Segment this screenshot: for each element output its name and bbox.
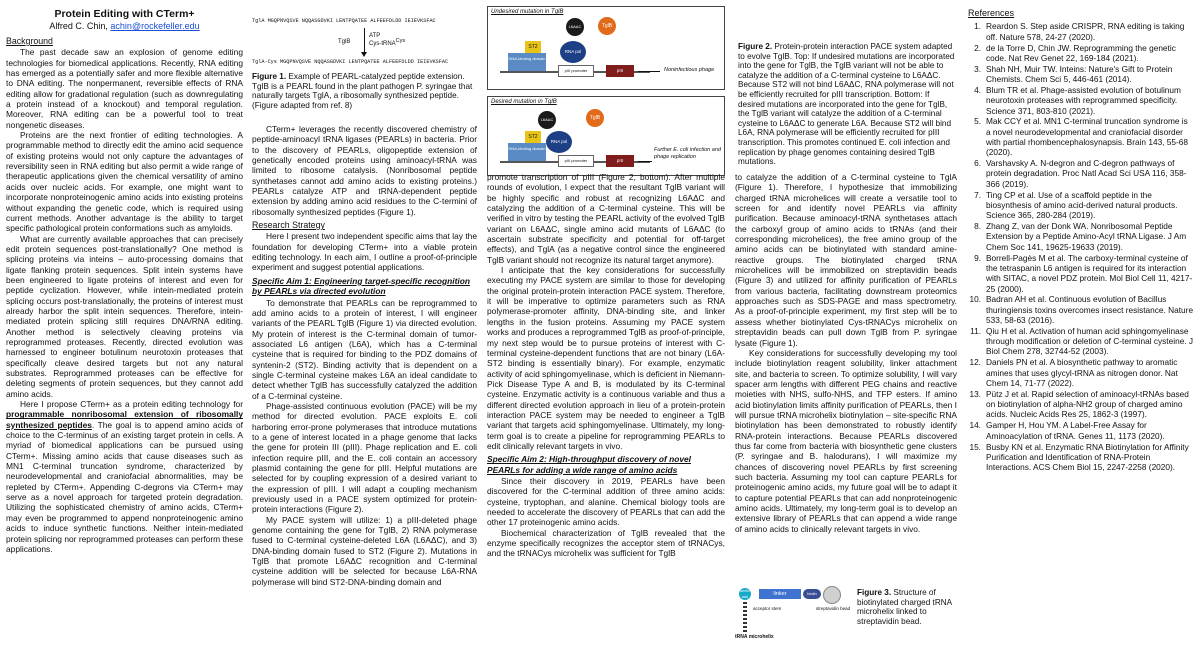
background-paragraph-2: Proteins are the next frontier of editing technologies. A programmable method to directly edit the amino acid sequence of existing proteins would not only capture the advantages of reversibility seen in RNA editing but also permit a wide range of therapeutic applications given the chemical versatility of amino acids over nucleic acids. For example, one might want to incorporate nonproteinogenic amino acids into existing proteins without expanding the genetic code, which is required using current methods. Another advantage is the ability to target specific pathological protein conformations such as amyloids. (6, 130, 243, 234)
reference-text: Mak CCY et al. MN1 C-terminal truncation syndrome is a novel neurodevelopmental and craniofacial disorder with partial rhombencephalosynapsis. Brain 143, 55-68 (2020). (986, 116, 1189, 158)
reference-number: 10. (969, 294, 981, 305)
figure-1-arrow (364, 28, 365, 54)
figure-3-biotin: biotin (803, 589, 821, 599)
bottom-st2-box: ST2 (525, 131, 541, 143)
reference-item (968, 158, 1194, 189)
reference-item (968, 21, 1194, 42)
page-title: Protein Editing with CTerm+ (54, 8, 195, 20)
col2-paragraph-1: CTerm+ leverages the recently discovered chemistry of peptide-aminoacyl tRNA ligases (PEARLs) in bacteria. Prior to the discovery of PEARLs, oligopeptide extension of genetically encoded proteins using aminoacyl-tRNA was limited to ribosome catalysis. (Nonribosomal peptide synthetases cannot add amino acids to existing proteins.) PEARLs catalyze ATP and tRNA-dependent peptide extension by adding amino acid residues to the C-termini of ribosomally synthesized peptides (Figure 1). (252, 124, 477, 217)
references-heading: References (968, 8, 1015, 18)
bottom-gene-box: pIII (606, 155, 634, 167)
reference-text: Shah NH, Muir TW. Inteins: Nature's Gift to Protein Chemists. Chem Sci 5, 446-461 (2014). (986, 63, 1173, 85)
p4-start: Here I propose CTerm+ as a protein editing technology for (20, 399, 243, 410)
bottom-rnap-ellipse: RNA pol (546, 131, 572, 153)
figure-2-panel-bottom (487, 96, 725, 176)
reference-item (968, 43, 1194, 64)
col4-paragraph-1: to catalyze the addition of a C-terminal cysteine to TglA (Figure 1). Therefore, I hypothesize that immobilizing charged tRNA microhelices will create a versatile tool to screen for and identify novel PEARLs via affinity purification. Because aminoacyl-tRNA synthetases attach the carboxyl group of amino acids to tRNAs (and their corresponding microhelices), the free amino group of the amino acids can be biotinylated with standard amine-reactive groups. The biotinylated charged tRNA microhelices will be immobilized on streptavidin beads (Figure 3) and utilized for affinity purification of PEARLs from various bacteria, facilitating downstream proteomics approaches such as SDS-PAGE and mass spectrometry. As a proof-of-principle experiment, my first step will be to assess whether biotinylated Cys-tRNACys microhelix on streptavidin beads can pull down TglB from P. syringae lysate (Figure 1). (735, 172, 957, 348)
top-gene-box: pIII (606, 65, 634, 77)
author-email-link[interactable]: achin@rockefeller.edu (110, 21, 200, 31)
reference-number: 6. (974, 158, 981, 169)
top-outcome-label: Noninfectious phage (664, 67, 715, 73)
specific-aim-1-heading: Specific Aim 1: Engineering target-specific recognition by PEARLs via directed evolution (252, 275, 470, 297)
specific-aim-2-heading: Specific Aim 2: High-throughput discovery of novel PEARLs for adding a wide range of amino acids (487, 454, 691, 475)
figure-3-bead-label: streptavidin bead (815, 606, 851, 611)
reference-number: 4. (974, 84, 981, 95)
figure-3-caption: Figure 3. Structure of biotinylated charged tRNA microhelix linked to streptavidin bead. (857, 588, 952, 626)
author-name: Alfred C. Chin, (49, 21, 108, 31)
reference-item (968, 420, 1194, 441)
col3-paragraph-3: Since their discovery in 2019, PEARLs have been discovered for the C-terminal addition of three amino acids: cysteine, tryptophan, and alanine. Chemical biology tools are needed to accelerate the discovery of PEARLs that can add the other 17 proteinogenic amino acids. (487, 475, 725, 528)
col2-paragraph-2: Here I present two independent specific aims that lay the foundation for developing CTerm+ into a viable protein editing technology. In each aim, I outline a proof-of-principle experiment and suggest potential applications. (252, 231, 477, 273)
reference-item (968, 85, 1194, 116)
reference-text: Ting CP et al. Use of a scaffold peptide in the biosynthesis of amino acid-derived natural products. Science 365, 280-284 (2019). (986, 189, 1178, 221)
reference-text: Reardon S. Step aside CRISPR, RNA editing is taking off. Nature 578, 24-27 (2020). (986, 21, 1185, 42)
background-paragraph-3: What are currently available approaches that can precisely edit protein sequences post-translationally? One method is splicing proteins via inteins – auto-processing domains that ligate flanking protein sequences. Split intein systems have been engineered to ligate proteins of interest and even for peptide cyclization. However, while intein-mediated protein splicing occurs post-translationally, the proteins of interest must already harbor the split intein sequences. Therefore, intein-mediated protein splicing still requires DNA/RNA editing. Another method is selectively cleaving proteins via reprogrammed proteases. Recently, directed evolution was harnessed to engineer botulinum neurotoxin proteases that specifically cleave desired targets but not any natural substrates. Reprogrammed proteases can be effective for deleting segments of protein sequences, but they cannot add amino acids. (6, 233, 243, 399)
figure-1-caption: Figure 1. Example of PEARL-catalyzed peptide extension. TglB is a PEARL found in the plant pathogen P. syringae that naturally targets TglA, a ribosomally synthesized peptide. (Figure adapted from ref. 8) (252, 72, 473, 110)
reference-number: 14. (969, 420, 981, 431)
reference-number: 2. (974, 42, 981, 53)
reference-item (968, 116, 1194, 157)
references-column (968, 8, 1194, 473)
reference-text: Blum TR et al. Phage-assisted evolution of botulinum neurotoxin proteases with reprogrammed specificity. Science 371, 803-810 (2021). (986, 84, 1181, 116)
background-heading: Background (6, 36, 53, 46)
col3-paragraph-4: Biochemical characterization of TglB revealed that the enzyme specifically recognizes the acceptor stem of tRNACys, and the tRNACys microhelix was sufficient for TglB (487, 527, 725, 559)
top-dbd-box: DNA-binding domain (508, 53, 546, 71)
reference-text: de la Torre D, Chin JW. Reprogramming the genetic code. Nat Rev Genet 22, 169-184 (2021). (986, 42, 1176, 63)
background-paragraph-4 (6, 399, 243, 554)
reference-number: 15. (969, 441, 981, 452)
figure-1-tglb-label: TglB (338, 39, 351, 45)
reference-item (968, 294, 1194, 325)
bottom-tglb-circle: TglB (586, 109, 604, 127)
references-list (968, 21, 1194, 472)
reference-text: Varshavsky A. N-degron and C-degron pathways of protein degradation. Proc Natl Acad Sci USA 116, 358-366 (2019). (986, 158, 1187, 189)
col4-paragraph-2: Key considerations for successfully developing my tool include biotinylation reagent solubility, linker attachment site, and bacteria to screen. To optimize solubility, I will vary spacer arm lengths with different PEG chains and reactive moieties with NHS, sulfo-NHS, and TFP esters. If amino acid biotinylation limits affinity purification of PEARLs, then I will pursue tRNA microhelix biotinylation – site-specific RNA biotinylation has been demonstrated to robustly identify RNA-protein interactions. Because PEARLs discovered thus far come from bacteria with biosynthetic gene clusters (P. syringae and B. halodurans), I will maximize my chances of discovering novel PEARLs by first screening such bacteria. Assuming my tool can capture PEARLs for proteinogenic amino acids, my future goal will be to adapt it to capture potential PEARLs that can add nonproteinogenic amino acids. Ultimately, my long-term goal is to develop an extensive library of PEARLs that can append a wide range of amino acids to clinically relevant targets in vivo. (735, 347, 957, 534)
reference-number: 8. (974, 221, 981, 232)
bottom-promoter-box: pIII promoter (558, 155, 594, 167)
reference-number: 5. (974, 116, 981, 127)
reference-number: 12. (969, 357, 981, 368)
figure-3-microhelix-label: tRNA microhelix (735, 634, 774, 640)
figure-3-stem-label: acceptor stem (753, 606, 782, 611)
col2-paragraph-3: To demonstrate that PEARLs can be reprogrammed to add amino acids to a protein of interest, I will engineer variants of the PEARL TglB (Figure 1) via directed evolution. My protein of interest is the C-terminal domain of tumor-associated L6 antigen (L6A), which has a C-terminal cysteine that is required for binding to the PDZ domains of syntenin-2 (ST2). Binding activity that is dependent on a single C-terminal cysteine makes L6A an ideal candidate to detect whether TglB has successfully catalyzed the addition of a C-terminal cysteine. (252, 297, 477, 401)
reference-text: Badran AH et al. Continuous evolution of Bacillus thuringiensis toxins overcomes insect resistance. Nature 533, 58-63 (2016). (986, 294, 1194, 325)
p4-rest: . The goal is to append amino acids of choice to the C-terminus of an existing target protein in cells. A myriad of biomedical applications can be pursued using CTerm+. Missing amino acids that cause diseases such as MN1 C-terminal truncation syndrome, characterized by neurodevelopmental and craniofacial abnormalities, may be repleted by CTerm+. Appending C-degrons via CTerm+ may serve as a novel approach for targeted protein degradation. Utilizing the sophisticated chemistry of amino acids, CTerm+ may even be programmed to append nonproteinogenic amino acids to induce synthetic functions. Neither intein-mediated protein splicing nor reprogrammed proteases can perform these applications. (6, 419, 243, 554)
column-1 (6, 8, 243, 554)
col2-paragraph-4: Phage-assisted continuous evolution (PACE) will be my method for directed evolution. PACE exploits E. coli harboring error-prone polymerases that introduce mutations to a gene of interest located in a phage genome that lacks the gene for protein III (pIII). Phage replication and E. coli infection require pIII, and the E. coli contain an accessory plasmid containing the gene for pIII. Helpful mutations are selected for by coupling expression of a desired variant to the expression of pIII. I will adapt a coupling mechanism previously used in a PACE system optimized for protein-protein interactions (Figure 2). (252, 400, 477, 515)
top-rnap-ellipse: RNA pol (560, 41, 586, 63)
reference-number: 7. (974, 189, 981, 200)
reference-text: Borrell-Pagès M et al. The carboxy-terminal cysteine of the tetraspanin L6 antigen is required for its interaction with SITAC, a novel PDZ protein. Mol Biol Cell 11, 4217-25 (2000). (986, 252, 1193, 294)
reference-item (968, 64, 1194, 85)
figure-1 (252, 8, 477, 124)
figure-1-atp-label: ATP (369, 33, 381, 39)
top-outcome-arrow (638, 71, 660, 72)
reference-number: 9. (974, 252, 981, 263)
figure-2-caption: Figure 2. Protein-protein interaction PACE system adapted to evolve TglB. Top: If undesired mutations are incorporated into the gene for TglB, the TglB variant will not be able to catalyze the addition of a C-terminal cysteine to L6AΔC. Because ST2 will not bind L6AΔC, RNA polymerase will not be efficiently recruited for pIII transcription. Bottom: If desired mutations are incorporated into the gene for TglB, the TglB variant will catalyze the addition of a C-terminal cysteine to L6AΔC to generate L6A. Because ST2 will bind L6A, RNA polymerase will be efficiently recruited for pIII transcription. This promotes continued E. coli infection and replication by phage genomes containing desired TglB mutations. (738, 42, 955, 167)
reference-text: Gamper H, Hou YM. A Label-Free Assay for Aminoacylation of tRNA. Genes 11, 1173 (2020). (986, 420, 1165, 441)
figure-2-panel-top (487, 6, 725, 90)
reference-number: 1. (974, 21, 981, 32)
figure-1-trna-label: Cys-tRNA$^{Cys}$ (369, 38, 406, 47)
figure-1-arrowhead (361, 52, 367, 57)
col3-paragraph-1: promote transcription of pIII (Figure 2, bottom). After multiple rounds of evolution, I expect that the resultant TglB variant will be highly specific and robust at recognizing L6AΔC and catalyzing the addition of a C-terminal cysteine. This will be verified in vitro by testing the PEARL activity of the evolved TglB variant on L6AΔC, single amino acid mutants of L6AΔC (to ascertain substrate specificity and potential for off-target effects), and TglA (as a negative control since the engineered TglB variant should not recognize its natural target anymore). (487, 172, 725, 265)
research-strategy-heading: Research Strategy (252, 220, 325, 231)
author-line (6, 21, 243, 32)
reference-item (968, 326, 1194, 357)
reference-text: Pütz J et al. Rapid selection of aminoacyl-tRNAs based on biotinylation of alpha-NH2 group of charged amino acids. Nucleic Acids Res 25, 1862-3 (1997). (986, 388, 1189, 420)
reference-text: Qiu H et al. Activation of human acid sphingomyelinase through modification or deletion of C-terminal cysteine. J Biol Chem 278, 32744-52 (2003). (986, 325, 1194, 357)
reference-text: Busby KN et al. Enzymatic RNA Biotinylation for Affinity Purification and Identification of RNA-Protein Interactions. ACS Chem Biol 15, 2247-2258 (2020). (986, 441, 1189, 473)
figure-1-seq-tgla: TglA MGQPNVQSVE NQQASGDVKI LENTPQATEE ALFEEFDLDD IEIEVKSFAC (252, 18, 436, 24)
col2-paragraph-5: My PACE system will utilize: 1) a pIII-deleted phage genome containing the gene for TglB, 2) RNA polymerase fused to C-terminal cysteine-deleted L6A (L6AΔC), and 3) DNA-binding domain fused to ST2 (Figure 2). Mutations in TglB that promote L6AΔC recognition and C-terminal cysteine addition will be selected for because L6A-RNA polymerase will bind ST2-DNA-binding domain and (252, 514, 477, 587)
top-st2-box: ST2 (525, 41, 541, 53)
reference-number: 3. (974, 63, 981, 74)
bottom-l6a-circle: L6AΔC (538, 111, 556, 129)
column-2 (252, 8, 477, 587)
figure-3-linker: linker (759, 589, 801, 599)
bottom-outcome-arrow (638, 161, 652, 162)
reference-item (968, 221, 1194, 252)
reference-item (968, 357, 1194, 388)
reference-text: Zhang Z, van der Donk WA. Nonribosomal Peptide Extension by a Peptide Amino-Acyl tRNA Ligase. J Am Chem Soc 141, 19625-19633 (2019). (986, 221, 1187, 252)
p4-bold-goal: programmable nonribosomal extension of ribosomally synthesized peptides (6, 409, 243, 430)
bottom-dbd-box: DNA-binding domain (508, 143, 546, 161)
top-l6a-circle: L6AΔC (566, 18, 584, 36)
figure-3-bead (823, 586, 841, 604)
reference-item (968, 253, 1194, 294)
top-tglb-circle: TglB (598, 17, 616, 35)
figure-2-diagram (487, 6, 725, 168)
column-3 (487, 172, 725, 559)
panel-top-label: Undesired mutation in TglB (491, 9, 564, 15)
bottom-outcome-label: Further E. coli infection and phage replication (654, 147, 721, 160)
reference-item (968, 442, 1194, 473)
reference-number: 11. (970, 325, 981, 336)
figure-1-seq-tgla-cys: TglA-Cys MGQPNVQSVE NQQASGDVKI LENTPQATEE ALFEEFDLDD IEIEVKSFAC (252, 59, 449, 65)
figure-3-amino-acid: amino acid (740, 589, 750, 599)
top-promoter-box: pIII promoter (558, 65, 594, 77)
panel-bottom-label: Desired mutation in TglB (491, 99, 557, 105)
figure-3 (735, 586, 957, 656)
reference-item (968, 190, 1194, 221)
reference-number: 13. (969, 388, 981, 399)
reference-text: Daniels PN et al. A biosynthetic pathway to aromatic amines that uses glycyl-tRNA as nitrogen donor. Nat Chem 14, 71-77 (2022). (986, 357, 1178, 388)
column-4 (735, 172, 957, 534)
background-paragraph-1: The past decade saw an explosion of genome editing technologies for biomedical applications. Recently, RNA editing has emerged as a potentially safer and more flexible alternative to DNA editing. The nonpermanent, reversible effects of RNA editing allow for gradational regulation (such as downregulating a protein instead of a knockout) and temporal regulation. Moreover, RNA editing can be a powerful tool to treat nongenetic diseases. (6, 47, 243, 130)
figure-3-microhelix (743, 602, 747, 632)
reference-item (968, 389, 1194, 420)
col3-paragraph-2: I anticipate that the key considerations for successfully executing my PACE system are similar to those for developing the original protein-protein interaction PACE system. Therefore, it will be imperative to optimize parameters such as RNA polymerase-promoter affinity, DNA-binding site, and linker lengths in the fusion proteins. Assuming my PACE system works and produces a reprogrammed TglB as proof-of-principle, my next step would be to pursue proteins of interest with C-terminal cysteine-dependent functions that are not binary (L6A-ST2 binding is essentially binary). For example, enzymatic activity of acid sphingomyelinase, which is deficient in Niemann-Pick Disease Type A and B, is modulated by its C-terminal cysteine. Enzymatic activity is a continuous variable and thus a different directed evolution approach in lieu of a protein-protein interaction PACE system may be needed to engineer a TglB variant that targets acid sphingomyelinase. Ultimately, my long-term goal is to create a pipeline for reprogramming PEARLs to edit clinically relevant targets in vivo. (487, 265, 725, 451)
